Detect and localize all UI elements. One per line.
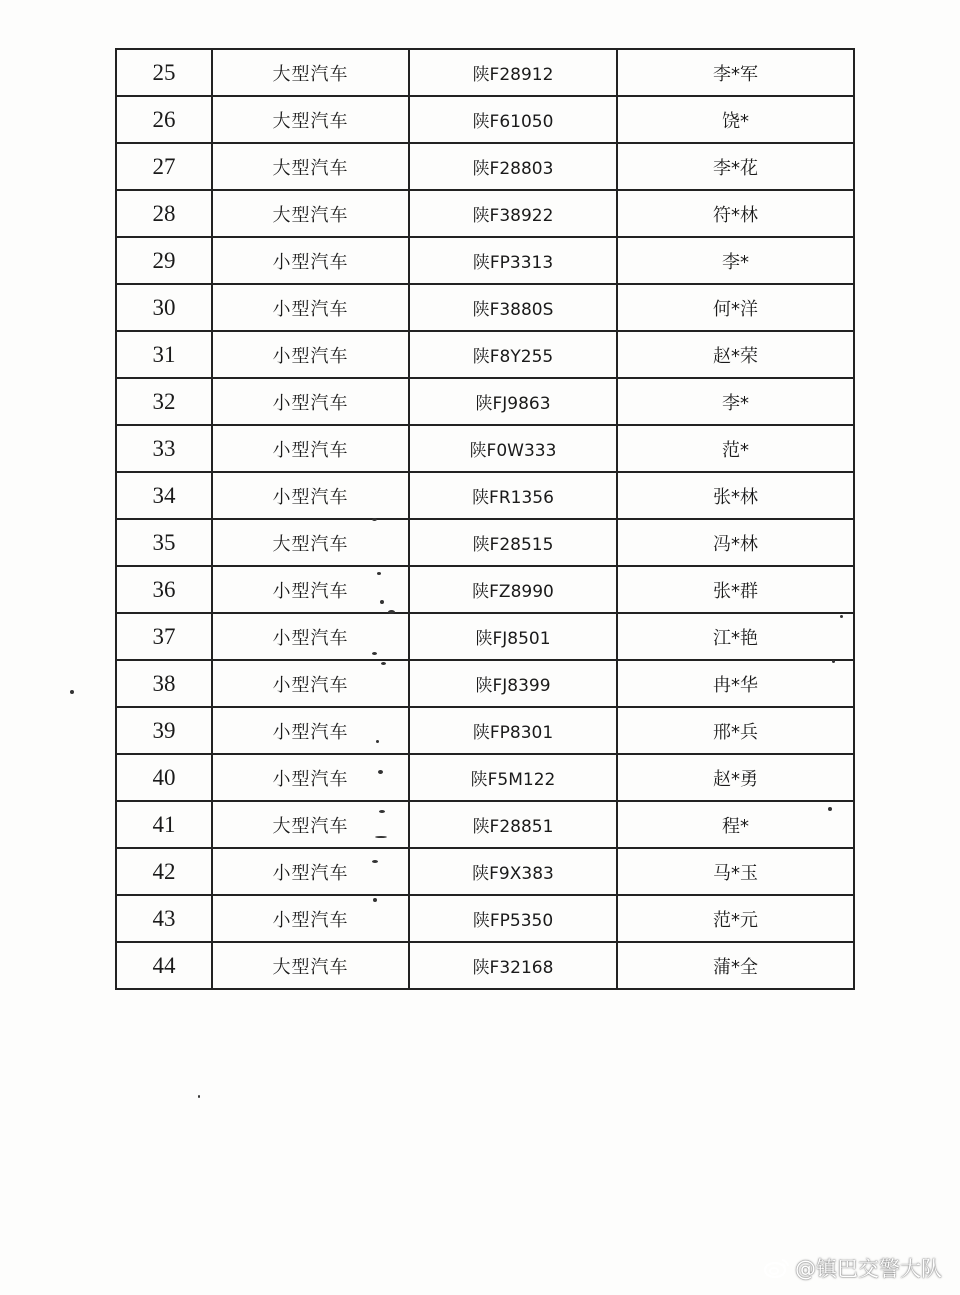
vehicle-type-cell: 小型汽车 <box>212 331 409 378</box>
row-number-cell: 33 <box>116 425 212 472</box>
table-row <box>116 848 854 895</box>
table-row <box>116 143 854 190</box>
row-number-cell: 44 <box>116 942 212 989</box>
row-number-cell: 31 <box>116 331 212 378</box>
row-number-cell: 37 <box>116 613 212 660</box>
plate-number-cell: 陕F32168 <box>409 942 617 989</box>
vehicle-type-cell: 小型汽车 <box>212 613 409 660</box>
vehicle-type-cell: 小型汽车 <box>212 895 409 942</box>
vehicle-type-cell: 大型汽车 <box>212 942 409 989</box>
table-row <box>116 96 854 143</box>
plate-number-cell: 陕F3880S <box>409 284 617 331</box>
row-number-cell: 41 <box>116 801 212 848</box>
table-row <box>116 49 854 96</box>
row-number-cell: 25 <box>116 49 212 96</box>
vehicle-type-cell: 小型汽车 <box>212 754 409 801</box>
scan-speck <box>379 810 385 813</box>
owner-name-cell: 江*艳 <box>617 613 854 660</box>
vehicle-type-cell: 大型汽车 <box>212 190 409 237</box>
vehicle-type-cell: 大型汽车 <box>212 143 409 190</box>
weibo-icon <box>763 1256 791 1280</box>
table-row <box>116 707 854 754</box>
owner-name-cell: 张*群 <box>617 566 854 613</box>
row-number-cell: 43 <box>116 895 212 942</box>
watermark-text: @镇巴交警大队 <box>795 1257 942 1281</box>
scan-speck <box>381 662 386 665</box>
vehicle-type-cell: 大型汽车 <box>212 519 409 566</box>
table-row <box>116 613 854 660</box>
row-number-cell: 28 <box>116 190 212 237</box>
row-number-cell: 39 <box>116 707 212 754</box>
plate-number-cell: 陕FJ9863 <box>409 378 617 425</box>
vehicle-type-cell: 小型汽车 <box>212 472 409 519</box>
vehicle-type-cell: 小型汽车 <box>212 378 409 425</box>
row-number-cell: 34 <box>116 472 212 519</box>
table-row <box>116 237 854 284</box>
owner-name-cell: 邢*兵 <box>617 707 854 754</box>
table-row <box>116 566 854 613</box>
owner-name-cell: 赵*荣 <box>617 331 854 378</box>
scan-speck <box>378 770 383 774</box>
table-row <box>116 660 854 707</box>
scan-speck <box>372 652 377 655</box>
plate-number-cell: 陕F0W333 <box>409 425 617 472</box>
vehicle-type-cell: 小型汽车 <box>212 284 409 331</box>
scan-speck <box>70 690 74 694</box>
owner-name-cell: 何*洋 <box>617 284 854 331</box>
plate-number-cell: 陕F61050 <box>409 96 617 143</box>
row-number-cell: 40 <box>116 754 212 801</box>
owner-name-cell: 范*元 <box>617 895 854 942</box>
owner-name-cell: 程* <box>617 801 854 848</box>
table-row <box>116 425 854 472</box>
owner-name-cell: 冯*林 <box>617 519 854 566</box>
plate-number-cell: 陕F38922 <box>409 190 617 237</box>
plate-number-cell: 陕FP3313 <box>409 237 617 284</box>
plate-number-cell: 陕F8Y255 <box>409 331 617 378</box>
plate-number-cell: 陕F5M122 <box>409 754 617 801</box>
scan-speck <box>376 740 379 743</box>
table-row <box>116 754 854 801</box>
scan-speck <box>828 807 832 811</box>
row-number-cell: 42 <box>116 848 212 895</box>
vehicle-type-cell: 大型汽车 <box>212 49 409 96</box>
vehicle-type-cell: 小型汽车 <box>212 237 409 284</box>
table-row <box>116 942 854 989</box>
vehicle-type-cell: 小型汽车 <box>212 707 409 754</box>
scan-speck <box>380 600 384 604</box>
owner-name-cell: 符*林 <box>617 190 854 237</box>
plate-number-cell: 陕FP5350 <box>409 895 617 942</box>
plate-number-cell: 陕FZ8990 <box>409 566 617 613</box>
owner-name-cell: 李* <box>617 237 854 284</box>
table-row <box>116 472 854 519</box>
scan-speck <box>375 836 387 838</box>
row-number-cell: 36 <box>116 566 212 613</box>
table-row <box>116 378 854 425</box>
row-number-cell: 38 <box>116 660 212 707</box>
scan-speck <box>372 860 378 863</box>
vehicle-type-cell: 小型汽车 <box>212 566 409 613</box>
vehicle-type-cell: 小型汽车 <box>212 660 409 707</box>
vehicle-roster-table <box>115 48 855 990</box>
roster-body <box>116 49 854 989</box>
scan-speck <box>372 518 377 521</box>
scan-speck <box>840 615 843 618</box>
scan-speck <box>377 572 381 575</box>
owner-name-cell: 冉*华 <box>617 660 854 707</box>
row-number-cell: 32 <box>116 378 212 425</box>
plate-number-cell: 陕F28851 <box>409 801 617 848</box>
scan-speck <box>388 610 395 614</box>
table-row <box>116 895 854 942</box>
owner-name-cell: 赵*勇 <box>617 754 854 801</box>
table-row <box>116 190 854 237</box>
owner-name-cell: 范* <box>617 425 854 472</box>
table-row <box>116 519 854 566</box>
vehicle-type-cell: 大型汽车 <box>212 801 409 848</box>
owner-name-cell: 李*花 <box>617 143 854 190</box>
owner-name-cell: 李* <box>617 378 854 425</box>
table-row <box>116 284 854 331</box>
row-number-cell: 29 <box>116 237 212 284</box>
plate-number-cell: 陕FR1356 <box>409 472 617 519</box>
row-number-cell: 26 <box>116 96 212 143</box>
owner-name-cell: 马*玉 <box>617 848 854 895</box>
plate-number-cell: 陕FJ8399 <box>409 660 617 707</box>
plate-number-cell: 陕F28912 <box>409 49 617 96</box>
plate-number-cell: 陕FJ8501 <box>409 613 617 660</box>
weibo-watermark <box>763 1253 942 1283</box>
table-row <box>116 801 854 848</box>
owner-name-cell: 饶* <box>617 96 854 143</box>
row-number-cell: 35 <box>116 519 212 566</box>
row-number-cell: 27 <box>116 143 212 190</box>
scan-speck <box>832 660 835 663</box>
row-number-cell: 30 <box>116 284 212 331</box>
plate-number-cell: 陕F28515 <box>409 519 617 566</box>
scan-speck <box>198 1095 200 1098</box>
vehicle-type-cell: 小型汽车 <box>212 425 409 472</box>
owner-name-cell: 蒲*全 <box>617 942 854 989</box>
owner-name-cell: 李*军 <box>617 49 854 96</box>
vehicle-type-cell: 大型汽车 <box>212 96 409 143</box>
plate-number-cell: 陕F9X383 <box>409 848 617 895</box>
owner-name-cell: 张*林 <box>617 472 854 519</box>
table-row <box>116 331 854 378</box>
vehicle-type-cell: 小型汽车 <box>212 848 409 895</box>
scan-speck <box>373 898 377 902</box>
plate-number-cell: 陕FP8301 <box>409 707 617 754</box>
plate-number-cell: 陕F28803 <box>409 143 617 190</box>
